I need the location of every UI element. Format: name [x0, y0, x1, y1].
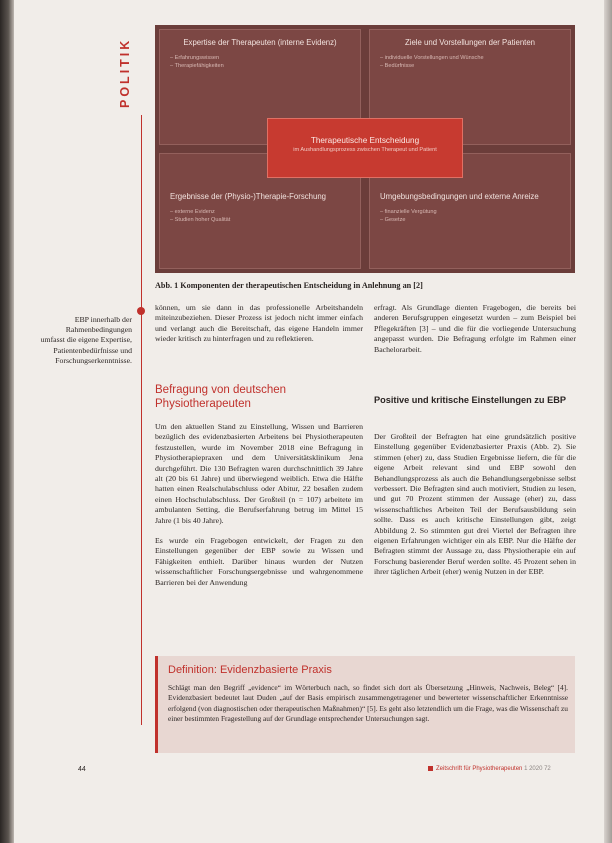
- column-left-intro: [155, 303, 363, 355]
- scan-edge-right: [604, 0, 612, 843]
- paragraph: Der Großteil der Befragten hat eine grundsätzlich positive Einstellung gegenüber Evidenzbasierter Praxis (Abb. 2). Sie stimmen (eher) zu, dass Studien Ergebnisse liefern, die für die eigene Arbeit relevant sind und EBP sowohl den Behandlungsprozess als auch die Behandlungsergebnisse selbst verbessert. Die Befragten sind auch motiviert, Studien zu lesen, und gut 70 Prozent stimmen der Aussage (eher) zu, dass wissenschaftliches Arbeiten Teil der Berufsausbildung sein sollte. Dass es auch kritische Einstellungen gibt, zeigt Abbildung 2. So stimmten gut drei Viertel der Befragten ihre eigenen Erfahrungen wichtiger ein als EBP. Nur die Hälfte der Befragten stimmt der Aussage zu, dass Physiotherapie ein auf Forschung basierender Beruf werden sollte. 45 Prozent sehen in ihrer täglichen Arbeit (eher) wenig Nutzen in der EBP.: [374, 432, 576, 577]
- heading-survey: Befragung von deutschen Physiotherapeuten: [155, 384, 287, 410]
- figure-caption: Abb. 1 Komponenten der therapeutischen Entscheidung in Anlehnung an [2]: [155, 281, 423, 290]
- footer-journal: [428, 766, 551, 772]
- journal-name: Zeitschrift für Physiotherapeuten: [436, 766, 523, 773]
- quadrant-item: – individuelle Vorstellungen und Wünsche: [380, 54, 560, 62]
- paragraph: können, um sie dann in das professionelle Arbeitshandeln miteinzubeziehen. Dieser Prozess ist jedoch nicht immer einfach und verlangt auch die Bereitschaft, das eigene Handeln immer wieder kritisch zu hinterfragen und zu reflektieren.: [155, 303, 363, 344]
- quadrant-title: Ziele und Vorstellungen der Patienten: [404, 38, 536, 47]
- center-decision-box: [267, 118, 463, 178]
- quadrant-items: [170, 208, 350, 224]
- center-title: Therapeutische Entscheidung: [310, 136, 420, 145]
- section-divider-line: [141, 115, 142, 725]
- heading-attitudes: Positive und kritische Einstellungen zu EBP: [374, 395, 566, 405]
- paragraph: Es wurde ein Fragebogen entwickelt, der Fragen zu den Einstellungen gegenüber der EBP sowie zu Wissen und Fähigkeiten enthielt. Darüber hinaus wurden der Nutzen wissenschaftlicher Forschungsergebnisse und wahrgenommene Barrieren bei der Anwendung: [155, 536, 363, 587]
- definition-box: [155, 656, 575, 753]
- definition-text: Schlägt man den Begriff „evidence“ im Wörterbuch nach, so findet sich dort als Übersetzung „Hinweis, Nachweis, Beleg“ [4]. Evidenzbasiert bedeutet laut Duden „auf der Basis empirisch zusammengetragener und bewerteter wissenschaftlicher Erkenntnisse erfolgend (von diagnostischen oder therapeutischen Maßnahmen)“ [5]. Es geht also letztendlich um die Frage, was die Wissenschaft zu einer bestimmten Fragestellung auf der Grundlage entsprechender Untersuchungen sagt.: [168, 683, 568, 723]
- margin-bullet: [137, 307, 145, 315]
- paragraph: Um den aktuellen Stand zu Einstellung, Wissen und Barrieren bezüglich des evidenzbasierten Arbeitens bei Physiotherapeuten festzustellen, wurde im November 2018 eine Befragung in Physiotherapiepraxen und dem Universitätsklinikum Jena durchgeführt. Die 130 Befragten waren durchschnittlich 39 Jahre alt (20 bis 61 Jahre) und überwiegend weiblich. Etwa die Hälfte hatten einen Realschulabschluss oder Abitur, 22 besaßen zudem einen Hochschulabschluss. Der Großteil (n = 107) arbeitete im ambulanten Setting, die Berufserfahrung betrug im Mittel 15 Jahre (1 bis 40 Jahre).: [155, 422, 363, 525]
- quadrant-item: – Erfahrungswissen: [170, 54, 350, 62]
- column-right-body: [374, 432, 576, 588]
- quadrant-items: [380, 54, 560, 70]
- definition-title: Definition: Evidenzbasierte Praxis: [168, 664, 332, 676]
- quadrant-item: – Gesetze: [380, 216, 560, 224]
- column-right-intro: [374, 303, 576, 365]
- section-label: POLITIK: [118, 37, 132, 108]
- quadrant-title: Ergebnisse der (Physio-)Therapie-Forschung: [170, 192, 327, 201]
- figure-diagram: [155, 25, 575, 273]
- quadrant-title: Expertise der Therapeuten (interne Evidenz): [183, 38, 337, 47]
- scan-edge-left: [0, 0, 14, 843]
- paragraph: erfragt. Als Grundlage dienten Fragebogen, die bereits bei anderen Berufsgruppen eingesetzt wurden – zum Beispiel bei Pflegekräften [3] – und die für die vorliegende Untersuchung angepasst wurden. Die Befragung erfolgte im Rahmen einer Bachelorarbeit.: [374, 303, 576, 354]
- quadrant-title: Umgebungsbedingungen und externe Anreize: [380, 192, 539, 201]
- journal-logo-icon: [428, 766, 433, 771]
- margin-note: EBP innerhalb der Rahmenbedingungen umfasst die eigene Expertise, Patientenbedürfnisse und Forschungserkenntnisse.: [40, 315, 132, 365]
- center-subtitle: im Aushandlungsprozess zwischen Therapeut und Patient: [293, 147, 437, 153]
- page-number: 44: [78, 766, 86, 773]
- column-left-body: [155, 422, 363, 598]
- quadrant-item: – Studien hoher Qualität: [170, 216, 350, 224]
- quadrant-item: – finanzielle Vergütung: [380, 208, 560, 216]
- quadrant-items: [380, 208, 560, 224]
- quadrant-item: – externe Evidenz: [170, 208, 350, 216]
- quadrant-item: – Bedürfnisse: [380, 62, 560, 70]
- quadrant-item: – Therapiefähigkeiten: [170, 62, 350, 70]
- quadrant-items: [170, 54, 350, 70]
- journal-issue: 1 2020 72: [524, 766, 551, 773]
